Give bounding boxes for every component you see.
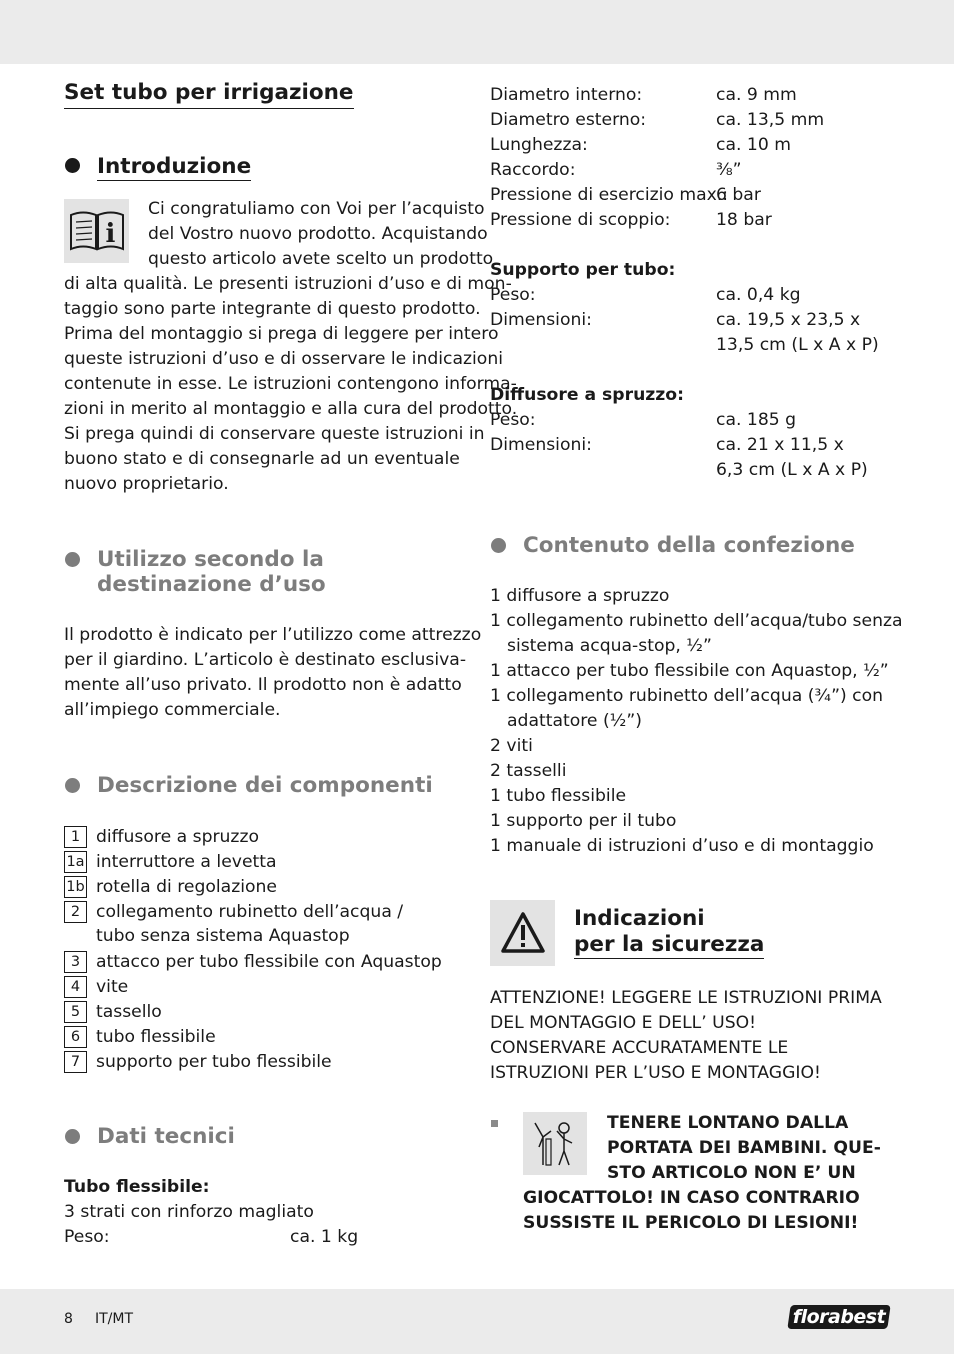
package-item: 1 diffusore a spruzzo [490, 586, 670, 606]
use-section [64, 623, 482, 723]
florabest-logo: florabest [789, 1296, 889, 1336]
intro-text-line: zioni in merito al montaggio e alla cura del prodotto. [64, 399, 518, 419]
spec-row: Diametro esterno: ca. 13,5 mm [490, 110, 825, 130]
spec-row: 6,3 cm (L x A x P) [716, 460, 868, 480]
intro-text-line: queste istruzioni d’uso e di osservare le indicazioni [64, 349, 503, 369]
bullet-dot-icon [65, 158, 80, 173]
intro-text-line: buono stato e di consegnarle ad un eventuale [64, 449, 460, 469]
package-item: 1 tubo flessibile [490, 786, 627, 806]
package-item: 1 supporto per il tubo [490, 811, 677, 831]
bullet-square-icon [491, 1120, 498, 1127]
component-item: 3 attacco per tubo flessibile con Aquastop [64, 949, 464, 974]
bullet-dot-icon [65, 552, 80, 567]
package-list [490, 584, 903, 859]
package-item: 1 attacco per tubo flessibile con Aquastop, ½” [490, 661, 889, 681]
top-band [0, 0, 954, 64]
spec-row: Raccordo: ⅜” [490, 160, 742, 180]
package-item-continuation: adattatore (½”) [507, 711, 642, 731]
hose-title: Tubo flessibile: [64, 1177, 210, 1197]
package-heading: Contenuto della confezione [490, 533, 895, 558]
intro-section [64, 197, 518, 497]
document-title: Set tubo per irrigazione [64, 78, 464, 109]
child-hazard-icon [523, 1112, 587, 1175]
tech-heading: Dati tecnici [64, 1124, 464, 1149]
intro-text-line: Ci congratuliamo con Voi per l’acquisto [148, 199, 485, 219]
use-text-line: mente all’uso privato. Il prodotto non è adatto [64, 675, 462, 695]
use-text-line: per il giardino. L’articolo è destinato esclusiva- [64, 650, 467, 670]
spec-row: Dimensioni: ca. 21 x 11,5 x [490, 435, 844, 455]
intro-text-line: Si prega quindi di conservare queste istruzioni in [64, 424, 485, 444]
bullet-dot-icon [65, 778, 80, 793]
intro-text-line: nuovo proprietario. [64, 474, 229, 494]
component-item: 2 collegamento rubinetto dell’acqua / [64, 899, 464, 924]
component-item: 1a interruttore a levetta [64, 849, 464, 874]
holder-title: Supporto per tubo: [490, 260, 676, 280]
use-text-line: all’impiego commerciale. [64, 700, 281, 720]
spec-row: Dimensioni: ca. 19,5 x 23,5 x [490, 310, 861, 330]
safety-heading: Indicazioni per la sicurezza [490, 900, 895, 966]
hose-description: 3 strati con rinforzo magliato [64, 1202, 314, 1222]
component-item: 5 tassello [64, 999, 464, 1024]
spec-row: Pressione di scoppio: 18 bar [490, 210, 772, 230]
spec-row: Peso: ca. 0,4 kg [490, 285, 801, 305]
sprayer-title: Diffusore a spruzzo: [490, 385, 684, 405]
spec-row: 13,5 cm (L x A x P) [716, 335, 879, 355]
intro-text-line: taggio sono parte integrante di questo prodotto. [64, 299, 481, 319]
package-item: 1 manuale di istruzioni d’uso e di montaggio [490, 836, 874, 856]
component-item: 4 vite [64, 974, 464, 999]
intro-text-line: contenute in esse. Le istruzioni contengono informa- [64, 374, 517, 394]
component-item: 1 diffusore a spruzzo [64, 824, 464, 849]
bullet-dot-icon [65, 1129, 80, 1144]
intro-text-line: Prima del montaggio si prega di leggere per intero [64, 324, 499, 344]
holder-specs [490, 258, 895, 358]
use-text-line: Il prodotto è indicato per l’utilizzo come attrezzo [64, 625, 482, 645]
intro-text-line: questo articolo avete scelto un prodotto [148, 249, 494, 269]
component-item: 7 supporto per tubo flessibile [64, 1049, 464, 1074]
language-code: IT/MT [95, 1311, 134, 1327]
package-item: 1 collegamento rubinetto dell’acqua/tubo senza [490, 611, 903, 631]
package-item: 2 tasselli [490, 761, 567, 781]
use-heading: Utilizzo secondo la destinazione d’uso [64, 547, 464, 597]
spec-row: Diametro interno: ca. 9 mm [490, 85, 797, 105]
spec-row: Peso: ca. 185 g [490, 410, 797, 430]
page-number: 8 [64, 1311, 73, 1327]
intro-text-line: di alta qualità. Le presenti istruzioni d’uso e di mon- [64, 274, 512, 294]
child-warning: TENERE LONTANO DALLA PORTATA DEI BAMBINI. QUE- STO ARTICOLO NON E’ UN GIOCATTOLO! IN CASO CONTRARIO SUSSISTE IL PERICOLO DI LESIONI! [490, 1111, 895, 1236]
package-item: 2 viti [490, 736, 533, 756]
info-book-icon [64, 199, 129, 263]
component-item-continuation: tubo senza sistema Aquastop [96, 926, 350, 946]
svg-text:i: i [105, 219, 116, 249]
safety-caps-warning: ATTENZIONE! LEGGERE LE ISTRUZIONI PRIMA DEL MONTAGGIO E DELL’ USO! CONSERVARE ACCURATAMENTE LE ISTRUZIONI PER L’USO E MONTAGGIO! [490, 988, 882, 1083]
spec-row: Pressione di esercizio max.: 6 bar [490, 185, 761, 205]
bullet-dot-icon [491, 538, 506, 553]
sprayer-specs [490, 383, 895, 483]
component-item: 1b rotella di regolazione [64, 874, 464, 899]
spec-row: Peso: ca. 1 kg [64, 1227, 359, 1247]
hose-specs [490, 83, 895, 233]
right-column [490, 83, 903, 1236]
warning-triangle-icon [490, 900, 555, 966]
package-item-continuation: sistema acqua-stop, ½” [507, 636, 712, 656]
components-heading: Descrizione dei componenti [64, 773, 464, 798]
package-item: 1 collegamento rubinetto dell’acqua (¾”) con [490, 686, 884, 706]
tech-hose-section [64, 1175, 464, 1250]
intro-text-line: del Vostro nuovo prodotto. Acquistando [148, 224, 488, 244]
components-list [64, 824, 464, 1074]
spec-row: Lunghezza: ca. 10 m [490, 135, 791, 155]
component-item: 6 tubo flessibile [64, 1024, 464, 1049]
intro-heading: Introduzione [64, 153, 464, 181]
